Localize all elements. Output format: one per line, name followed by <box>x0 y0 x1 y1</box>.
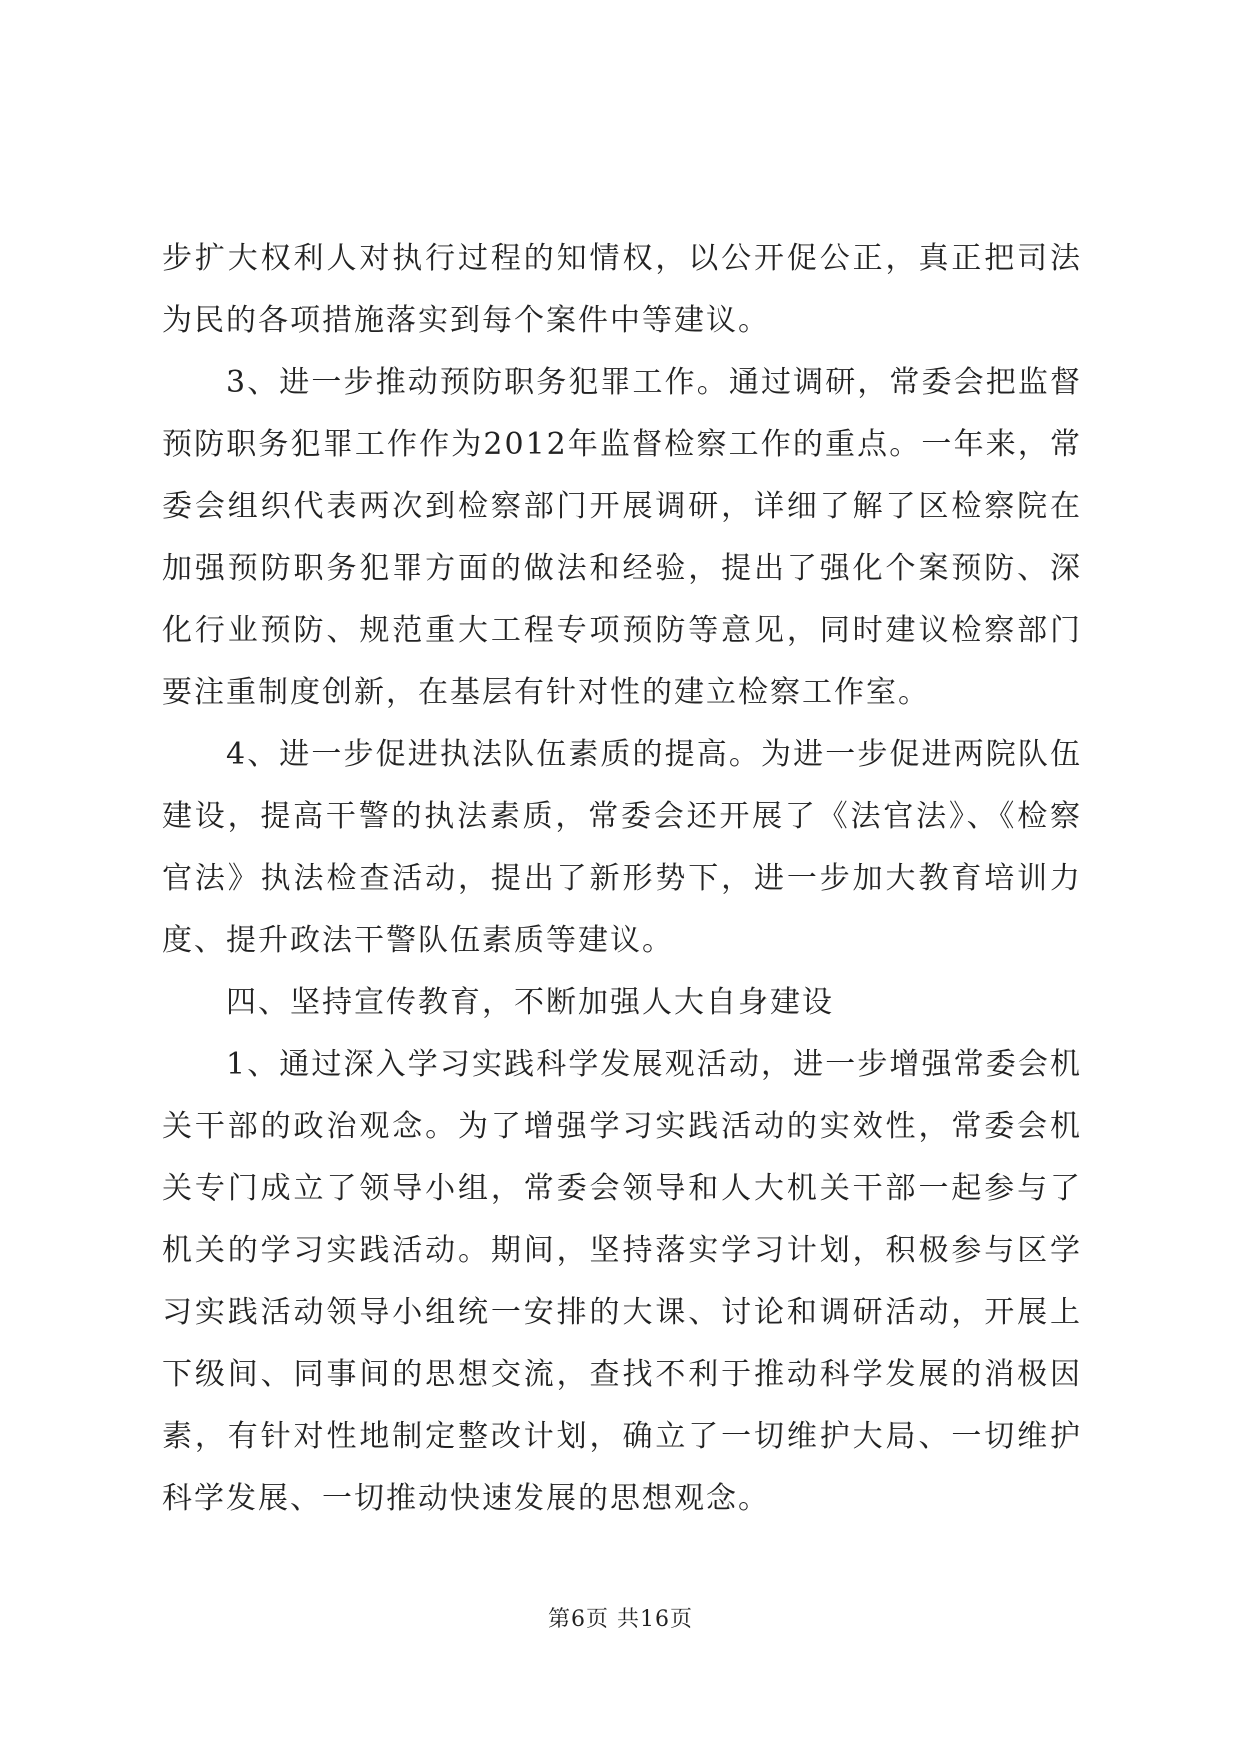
page-number-footer: 第6页 共16页 <box>548 1607 693 1632</box>
paragraph: 1、通过深入学习实践科学发展观活动，进一步增强常委会机关干部的政治观念。为了增强学习实践活动的实效性，常委会机关专门成立了领导小组，常委会领导和人大机关干部一起参与了机关的学习实践活动。期间，坚持落实学习计划，积极参与区学习实践活动领导小组统一安排的大课、讨论和调研活动，开展上下级间、同事间的思想交流，查找不利于推动科学发展的消极因素，有针对性地制定整改计划，确立了一切维护大局、一切维护科学发展、一切推动快速发展的思想观念。 <box>162 1047 1082 1516</box>
paragraph: 步扩大权利人对执行过程的知情权，以公开促公正，真正把司法为民的各项措施落实到每个案件中等建议。 <box>162 241 1082 338</box>
paragraph: 3、进一步推动预防职务犯罪工作。通过调研，常委会把监督预防职务犯罪工作作为2012年监督检察工作的重点。一年来，常委会组织代表两次到检察部门开展调研，详细了解了区检察院在加强预防职务犯罪方面的做法和经验，提出了强化个案预防、深化行业预防、规范重大工程专项预防等意见，同时建议检察部门要注重制度创新，在基层有针对性的建立检察工作室。 <box>162 365 1082 710</box>
document-body <box>162 228 1082 1530</box>
paragraph: 4、进一步促进执法队伍素质的提高。为进一步促进两院队伍建设，提高干警的执法素质，常委会还开展了《法官法》、《检察官法》执法检查活动，提出了新形势下，进一步加大教育培训力度、提升政法干警队伍素质等建议。 <box>162 737 1082 958</box>
section-heading: 四、坚持宣传教育，不断加强人大自身建设 <box>226 985 834 1020</box>
